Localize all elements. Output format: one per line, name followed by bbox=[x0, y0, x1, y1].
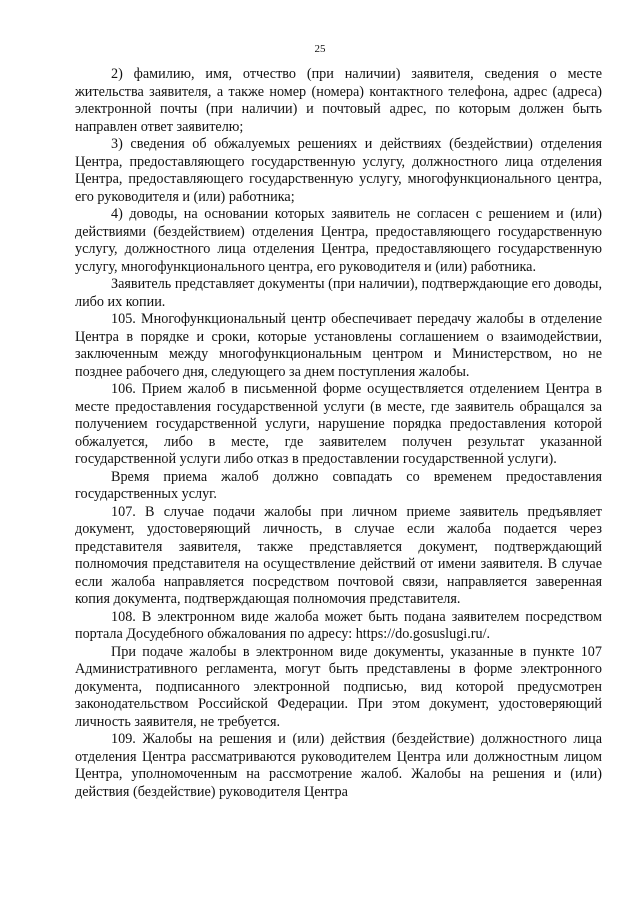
paragraph-item-3: 3) сведения об обжалуемых решениях и действиях (бездействии) отделения Центра, предоставляющего государственную услугу, должностного лица отделения Центра, предоставляющего государственную услугу, многофункционального центра, его руководителя и (или) работника; bbox=[75, 136, 602, 205]
paragraph-item-4: 4) доводы, на основании которых заявитель не согласен с решением и (или) действиями (бездействием) отделения Центра, предоставляющего государственную услугу, должностного лица отделения Центра, предоставляющего государственную услугу, многофункционального центра, его руководителя и (или) работника. bbox=[75, 206, 602, 275]
paragraph-106: 106. Прием жалоб в письменной форме осуществляется отделением Центра в месте предоставления государственной услуги (в месте, где заявитель обращался за получением государственной услуги, нарушение порядка предоставления которой обжалуется, либо в месте, где заявителем получен результат указанной государственной услуги либо отказ в предоставлении государственной услуги). bbox=[75, 381, 602, 467]
paragraph-reception-time: Время приема жалоб должно совпадать со временем предоставления государственных услуг. bbox=[75, 468, 602, 502]
paragraph-109: 109. Жалобы на решения и (или) действия (бездействие) должностного лица отделения Центра рассматриваются руководителем Центра или должностным лицом Центра, уполномоченным на рассмотрение жалоб. Жалобы на решения и (или) действия (бездействие) руководителя Центра bbox=[75, 731, 602, 800]
paragraph-108: 108. В электронном виде жалоба может быть подана заявителем посредством портала Досудебного обжалования по адресу: https://do.gosuslugi.ru/. bbox=[75, 608, 602, 642]
page-number: 25 bbox=[314, 43, 326, 55]
paragraph-item-2: 2) фамилию, имя, отчество (при наличии) заявителя, сведения о месте жительства заявителя, а также номер (номера) контактного телефона, адрес (адреса) электронной почты (при наличии) и почтовый адрес, по которым должен быть направлен ответ заявителю; bbox=[75, 66, 602, 135]
document-body bbox=[75, 66, 602, 801]
paragraph-supporting-documents: Заявитель представляет документы (при наличии), подтверждающие его доводы, либо их копии. bbox=[75, 276, 602, 310]
paragraph-105: 105. Многофункциональный центр обеспечивает передачу жалобы в отделение Центра в порядке и сроки, которые установлены соглашением о взаимодействии, заключенным между многофункциональным центром и Министерством, но не позднее рабочего дня, следующего за днем поступления жалобы. bbox=[75, 311, 602, 380]
paragraph-electronic-submission: При подаче жалобы в электронном виде документы, указанные в пункте 107 Административного регламента, могут быть представлены в форме электронного документа, подписанного электронной подписью, вид которой предусмотрен законодательством Российской Федерации. При этом документ, удостоверяющий личность заявителя, не требуется. bbox=[75, 643, 602, 730]
paragraph-107: 107. В случае подачи жалобы при личном приеме заявитель предъявляет документ, удостоверяющий личность, в случае если жалоба подается через представителя заявителя, также представляется документ, подтверждающий полномочия представителя на осуществление действий от имени заявителя. В случае если жалоба направляется посредством почтовой связи, направляется заверенная копия документа, подтверждающая полномочия представителя. bbox=[75, 503, 602, 607]
